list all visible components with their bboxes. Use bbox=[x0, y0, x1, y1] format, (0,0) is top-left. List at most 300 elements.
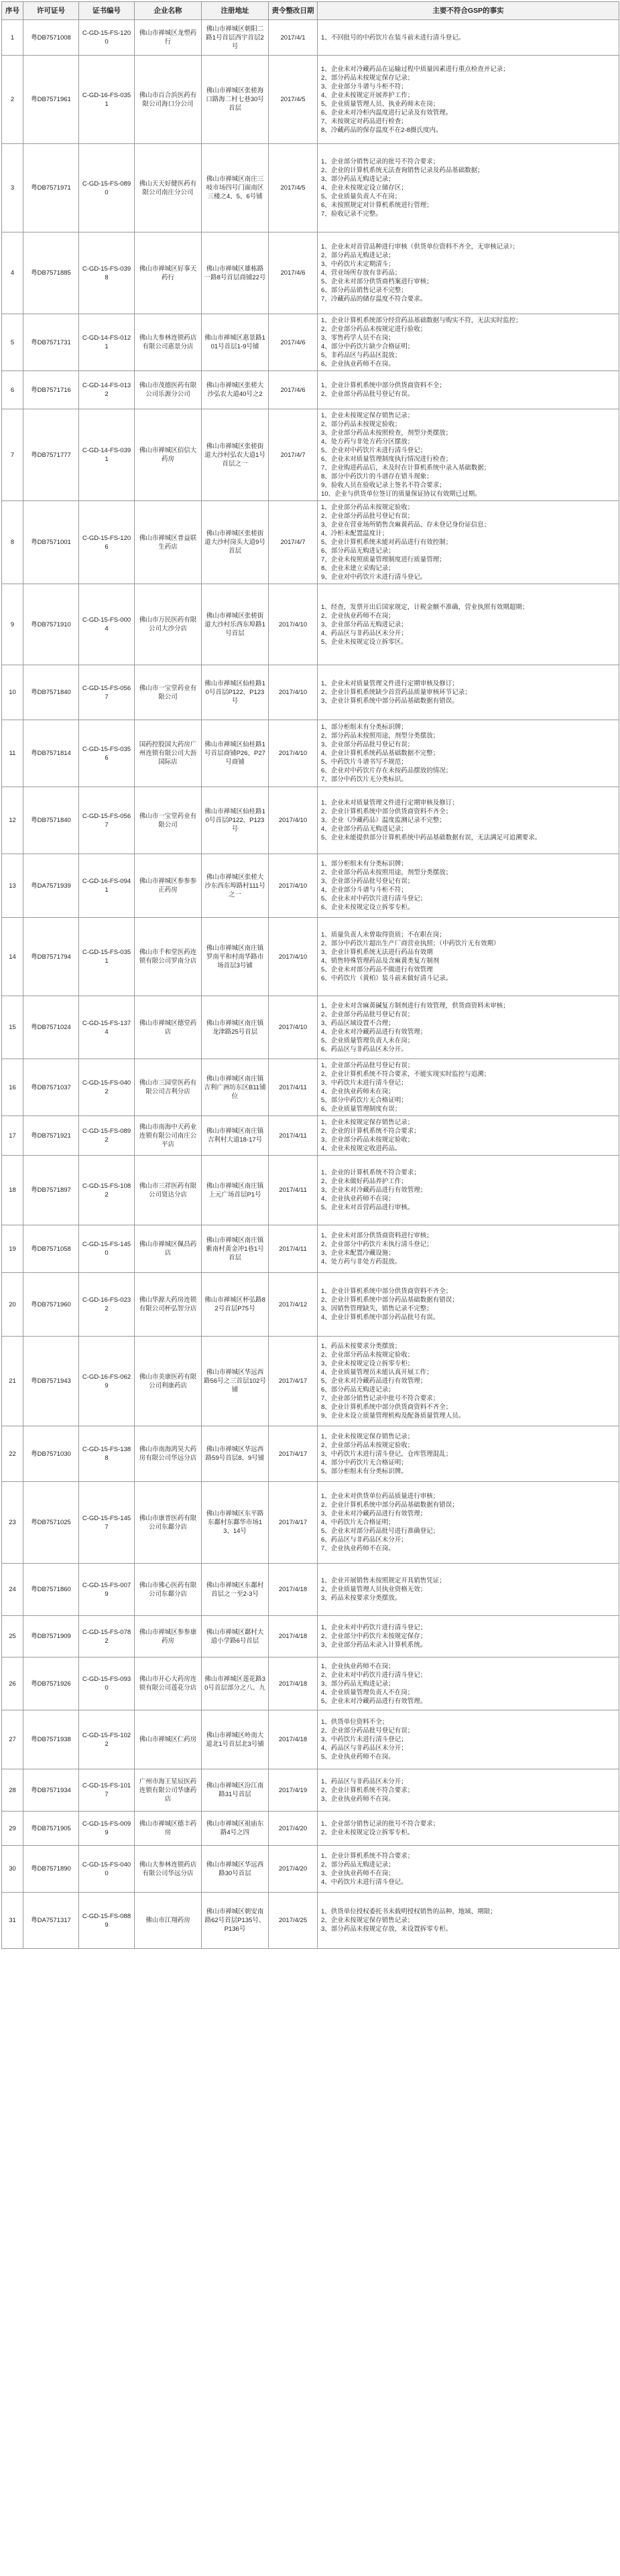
fact-line: 5、非药品区与药品区混放； bbox=[321, 352, 401, 359]
fact-line: 3、企业计算机系统无法进行药品有效期 bbox=[321, 949, 433, 956]
cell-no: 28 bbox=[2, 1769, 23, 1812]
fact-line: 5、企业未能提供部分计算机系统中药品基础数据有误，无法满足可追溯要求。 bbox=[321, 834, 542, 841]
col-header-cert: 证书编号 bbox=[79, 2, 135, 20]
cell-no: 21 bbox=[2, 1337, 23, 1426]
cell-company-name: 佛山市禅城区佩昌药店 bbox=[135, 1225, 202, 1273]
cell-license: 粤DB7571938 bbox=[23, 1710, 79, 1769]
cell-no: 17 bbox=[2, 1116, 23, 1156]
fact-line: 2、企业的计算机系统不符合要求； bbox=[321, 1128, 420, 1135]
fact-line: 3、企业部分斗谱与斗柜不符； bbox=[321, 82, 408, 90]
cell-date: 2017/4/10 bbox=[269, 996, 318, 1059]
table-row bbox=[2, 1893, 619, 1949]
fact-line: 4、企业计算机系统药品基础数据不完整； bbox=[321, 750, 440, 757]
cell-cert: C-GD-15-FS-0400 bbox=[79, 1846, 135, 1893]
fact-line: 7、企业未按照质量管理制度进行质量管理； bbox=[321, 556, 446, 563]
cell-license: 粤DA7571317 bbox=[23, 1893, 79, 1949]
cell-no: 19 bbox=[2, 1225, 23, 1273]
cell-address: 佛山市禅城区南庄镇吉利村大道18-17号 bbox=[202, 1116, 269, 1156]
cell-address: 佛山市禅城区南庄镇上元广场首层P1号 bbox=[202, 1156, 269, 1225]
cell-company-name: 佛山市禅城区参参参正药房 bbox=[135, 854, 202, 918]
cell-company-name: 佛山市禅城区普益联生药店 bbox=[135, 501, 202, 584]
cell-facts bbox=[318, 1482, 619, 1564]
table-row bbox=[2, 1426, 619, 1482]
fact-line: 5、企业未对中药饮片进行清斗登记； bbox=[321, 895, 427, 902]
fact-line: 3、企业部分药品未按照检查，剂型分类摆放； bbox=[321, 429, 452, 437]
table-row bbox=[2, 1616, 619, 1657]
fact-line: 4、企业未对冷藏药品进行有效管理； bbox=[321, 1028, 427, 1036]
cell-company-name: 佛山大参林连锁药店有限公司惠景分店 bbox=[135, 314, 202, 371]
cell-cert: C-GD-15-FS-0351 bbox=[79, 918, 135, 996]
cell-address: 佛山市禅城区华远西路56号之三首层102号铺 bbox=[202, 1337, 269, 1426]
cell-license: 粤DB7571921 bbox=[23, 1116, 79, 1156]
cell-address: 佛山市禅城区仙桂路1号首层商铺P26、P27号商铺 bbox=[202, 720, 269, 787]
cell-no: 12 bbox=[2, 787, 23, 854]
cell-facts bbox=[318, 665, 619, 720]
fact-line: 5、企业未对部分药品不做进行有效管理 bbox=[321, 966, 433, 973]
fact-line: 4、营业场所存放有非药品； bbox=[321, 269, 401, 277]
table-row bbox=[2, 501, 619, 584]
cell-license: 粤DB7571058 bbox=[23, 1225, 79, 1273]
cell-company-name: 佛山市一宝堂药业有限公司 bbox=[135, 787, 202, 854]
cell-facts bbox=[318, 501, 619, 584]
header-row bbox=[2, 2, 619, 20]
fact-line: 6、中药饮片（黄柏）装斗前未做好清斗记录。 bbox=[321, 975, 452, 982]
fact-line: 2、企业未做好药品养护工作； bbox=[321, 1178, 408, 1185]
cell-address: 佛山市禅城区南庄镇吉利广洲坊东区B11铺位 bbox=[202, 1059, 269, 1116]
cell-company-name: 佛山市禅城区德丰药房 bbox=[135, 1812, 202, 1846]
cell-no: 22 bbox=[2, 1426, 23, 1482]
cell-facts bbox=[318, 787, 619, 854]
table-body bbox=[2, 20, 619, 1949]
cell-facts bbox=[318, 1893, 619, 1949]
fact-line: 4、企业未按规定设立储存区； bbox=[321, 184, 408, 192]
cell-company-name: 佛山市三园堂医药有限公司吉利分店 bbox=[135, 1059, 202, 1116]
cell-company-name: 佛山市开心大药房连锁有限公司莲花分店 bbox=[135, 1657, 202, 1710]
fact-line: 4、企业未按规定开展养护工作； bbox=[321, 91, 414, 99]
cell-facts bbox=[318, 584, 619, 665]
fact-line: 1、企业的计算机系统不符合要求； bbox=[321, 1169, 420, 1176]
cell-company-name: 佛山市禅城区龙塑药行 bbox=[135, 20, 202, 56]
fact-line: 3、因销售管理缺失，销售记录不完整； bbox=[321, 1305, 433, 1312]
cell-date: 2017/4/5 bbox=[269, 144, 318, 232]
fact-line: 1、部分柜组未有分类标识牌； bbox=[321, 724, 408, 731]
cell-license: 粤DB7571910 bbox=[23, 584, 79, 665]
fact-line: 4、处方药与非处方药混放。 bbox=[321, 1258, 401, 1266]
cell-company-name: 佛山大参林连锁药店有限公司华远分店 bbox=[135, 1846, 202, 1893]
table-row bbox=[2, 1846, 619, 1893]
cell-license: 粤DB7571885 bbox=[23, 232, 79, 314]
table-row bbox=[2, 918, 619, 996]
fact-line: 3、企业部分药品未按规定验收； bbox=[321, 1136, 414, 1144]
cell-facts bbox=[318, 1812, 619, 1846]
fact-line: 8、企业计算机系统中部分供货商资料不齐全； bbox=[321, 1404, 452, 1411]
fact-line: 8、部分中药饮片的斗谱存在错斗现象； bbox=[321, 473, 433, 480]
cell-cert: C-GD-15-FS-1022 bbox=[79, 1710, 135, 1769]
fact-line: 1、企业未对首营品种进行审核（供货单位资料不齐全，无审核记录）； bbox=[321, 243, 519, 251]
cell-company-name: 佛山市百合浜医药有限公司海口分公司 bbox=[135, 56, 202, 144]
fact-line: 9、企业未设立质量管理机构及配备质量管理人员。 bbox=[321, 1412, 465, 1420]
cell-address: 佛山市禅城区祖庙东路4号之四 bbox=[202, 1812, 269, 1846]
table-row bbox=[2, 1710, 619, 1769]
fact-line: 2、企业计算机系统中部分药品基础数据有错误； bbox=[321, 1501, 458, 1509]
fact-line: 4、部分中药饮片无合格证明； bbox=[321, 1459, 408, 1467]
fact-line: 4、药品区与非药品区未分开； bbox=[321, 629, 408, 637]
cell-cert: C-GD-15-FS-1374 bbox=[79, 996, 135, 1059]
cell-facts bbox=[318, 1116, 619, 1156]
cell-date: 2017/4/10 bbox=[269, 720, 318, 787]
fact-line: 1、企业未对含麻黄碱复方制剂进行有效管理，供货商资料未审核； bbox=[321, 1002, 509, 1010]
fact-line: 3、中药饮片未定期清斗； bbox=[321, 261, 395, 268]
cell-facts bbox=[318, 1059, 619, 1116]
fact-line: 3、药品区域设置不合理； bbox=[321, 1019, 395, 1027]
cell-no: 5 bbox=[2, 314, 23, 371]
cell-license: 粤DB7571037 bbox=[23, 1059, 79, 1116]
fact-line: 3、企业执业药师不在岗； bbox=[321, 1869, 395, 1877]
fact-line: 1、企业部分药品批号登记有误； bbox=[321, 1062, 414, 1069]
cell-license: 粤DB7571030 bbox=[23, 1426, 79, 1482]
fact-line: 2、企业部分药品批号登记有误； bbox=[321, 1727, 414, 1735]
cell-cert: C-GD-16-FS-0629 bbox=[79, 1337, 135, 1426]
fact-line: 1、企业未对冷藏药品在运输过程中质量因素进行重点检查并记录； bbox=[321, 65, 509, 73]
fact-line: 3、企业（冷藏药品）温度监测记录不完整； bbox=[321, 817, 446, 824]
fact-line: 5、企业未对部分药品批号进行准确登记； bbox=[321, 1528, 440, 1535]
cell-address: 佛山市禅城区岭南大道北1号首层北3号铺 bbox=[202, 1710, 269, 1769]
fact-line: 5、企业未对部分供货商档案进行审核； bbox=[321, 278, 433, 285]
cell-facts bbox=[318, 918, 619, 996]
cell-date: 2017/4/17 bbox=[269, 1482, 318, 1564]
fact-line: 1、质量负责人未曾取得资质；不在职在岗； bbox=[321, 931, 446, 939]
cell-address: 佛山市禅城区华远西路59号首层8、9号铺 bbox=[202, 1426, 269, 1482]
cell-cert: C-GD-16-FS-0351 bbox=[79, 56, 135, 144]
fact-line: 6、药品区与非药品区未分开； bbox=[321, 1536, 408, 1544]
fact-line: 1、供货单位资料不全； bbox=[321, 1718, 389, 1726]
table-row bbox=[2, 996, 619, 1059]
fact-line: 2、企业部分中药饮片未按规定保存； bbox=[321, 1633, 427, 1640]
table-row bbox=[2, 1116, 619, 1156]
fact-line: 5、企业对中药饮片未进行清斗登记； bbox=[321, 447, 427, 454]
cell-license: 粤DA7571939 bbox=[23, 854, 79, 918]
fact-line: 4、企业执业药师不在岗； bbox=[321, 1195, 395, 1203]
fact-line: 3、企业部分药品批号登记有误； bbox=[321, 878, 414, 885]
cell-no: 10 bbox=[2, 665, 23, 720]
fact-line: 5、企业执业药师不在岗。 bbox=[321, 1753, 395, 1761]
cell-facts bbox=[318, 1225, 619, 1273]
cell-company-name: 佛山市禅城区德堂药店 bbox=[135, 996, 202, 1059]
fact-line: 7、企业部分销售记录中批号不符合要求； bbox=[321, 1395, 440, 1402]
fact-line: 1、企业计算机系统中部分供货商资料不齐全； bbox=[321, 1288, 452, 1295]
cell-cert: C-GD-15-FS-0892 bbox=[79, 1116, 135, 1156]
cell-license: 粤DB7571971 bbox=[23, 144, 79, 232]
fact-line: 2、企业计算机系统缺少首营药品质量审核环节记录； bbox=[321, 689, 471, 696]
fact-line: 6、部分药品无购进记录； bbox=[321, 1386, 395, 1394]
cell-license: 粤DB7571794 bbox=[23, 918, 79, 996]
fact-line: 2、企业部分中药饮片未执行清斗登记； bbox=[321, 1241, 433, 1248]
cell-date: 2017/4/7 bbox=[269, 501, 318, 584]
cell-facts bbox=[318, 720, 619, 787]
cell-cert: C-GD-15-FS-0890 bbox=[79, 144, 135, 232]
fact-line: 1、药品区与非药品区未分开； bbox=[321, 1777, 408, 1785]
cell-license: 粤DB7571934 bbox=[23, 1769, 79, 1812]
cell-company-name: 佛山华源大药房连锁有限公司杯弘智分店 bbox=[135, 1273, 202, 1337]
table-row bbox=[2, 409, 619, 501]
table-row bbox=[2, 1156, 619, 1225]
fact-line: 3、企业未对冷藏药品进行有效管理； bbox=[321, 1187, 427, 1194]
fact-line: 1、经查，发票开出后国家规定，计税金额不准确，营业执照有效期超期； bbox=[321, 603, 529, 611]
cell-license: 粤DB7571897 bbox=[23, 1156, 79, 1225]
fact-line: 3、药品未按要求分类摆放。 bbox=[321, 1595, 401, 1602]
cell-date: 2017/4/7 bbox=[269, 409, 318, 501]
cell-license: 粤DB7571909 bbox=[23, 1616, 79, 1657]
fact-line: 2、部分药品无购进记录； bbox=[321, 252, 395, 259]
fact-line: 4、企业质量管理员未能认真开展工作； bbox=[321, 1369, 433, 1376]
fact-line: 8、企业未建立采购记录； bbox=[321, 565, 395, 572]
cell-address: 佛山市禅城区朝安南路62号首层P135号、P136号 bbox=[202, 1893, 269, 1949]
fact-line: 3、企业执业药师不在岗。 bbox=[321, 1795, 395, 1803]
cell-address: 佛山市禅城区仙桂路10号首层P122、P123号 bbox=[202, 787, 269, 854]
fact-line: 4、中药饮片无合格证明； bbox=[321, 1519, 395, 1526]
cell-address: 佛山市禅城区南庄镇紫南村黄金冲1巷1号首层 bbox=[202, 1225, 269, 1273]
fact-line: 2、企业计算机系统中部分药品基础数据有错误； bbox=[321, 1296, 458, 1304]
fact-line: 5、部分中药饮片无合格证明； bbox=[321, 1097, 408, 1104]
table-row bbox=[2, 232, 619, 314]
cell-facts bbox=[318, 1426, 619, 1482]
table-row bbox=[2, 20, 619, 56]
cell-cert: C-GD-14-FS-0132 bbox=[79, 371, 135, 409]
cell-address: 佛山市禅城区张槎街道大沙村乐西东埠路1号首层 bbox=[202, 584, 269, 665]
fact-line: 1、部分柜组未有分类标识牌； bbox=[321, 860, 408, 868]
cell-cert: C-GD-15-FS-0099 bbox=[79, 1812, 135, 1846]
cell-no: 26 bbox=[2, 1657, 23, 1710]
fact-line: 2、企业部分药品未按照用途，剂型分类摆放； bbox=[321, 869, 452, 876]
fact-line: 1、企业未对供货单位药品质量进行审核； bbox=[321, 1493, 440, 1500]
fact-line: 2、部分中药饮片超出生产厂商营业执照；（中药饮片无有效期） bbox=[321, 940, 500, 947]
cell-company-name: 佛山市江翔药房 bbox=[135, 1893, 202, 1949]
table-row bbox=[2, 1059, 619, 1116]
cell-company-name: 国药控股国大药房广州连锁有限公司大沥国际店 bbox=[135, 720, 202, 787]
cell-date: 2017/4/11 bbox=[269, 1059, 318, 1116]
fact-line: 5、企业质量负责人不在岗； bbox=[321, 193, 401, 200]
cell-cert: C-GD-15-FS-0402 bbox=[79, 1059, 135, 1116]
table-row bbox=[2, 314, 619, 371]
cell-license: 粤DB7571960 bbox=[23, 1273, 79, 1337]
cell-date: 2017/4/10 bbox=[269, 854, 318, 918]
cell-date: 2017/4/17 bbox=[269, 1337, 318, 1426]
fact-line: 1、企业未对质量管理文件进行定期审核及修订； bbox=[321, 680, 458, 687]
cell-date: 2017/4/5 bbox=[269, 56, 318, 144]
fact-line: 4、销售特殊管理药品及含麻黄类复方制剂 bbox=[321, 957, 440, 965]
fact-line: 5、中药饮片斗谱书写不规范； bbox=[321, 758, 408, 766]
cell-date: 2017/4/1 bbox=[269, 20, 318, 56]
fact-line: 1、企业计算机系统不符合要求； bbox=[321, 1852, 414, 1860]
table-row bbox=[2, 787, 619, 854]
cell-no: 6 bbox=[2, 371, 23, 409]
cell-facts bbox=[318, 314, 619, 371]
fact-line: 2、企业未对中药饮片进行清斗登记； bbox=[321, 1671, 427, 1679]
fact-line: 6、企业执业药师不在岗。 bbox=[321, 360, 395, 368]
fact-line: 5、企业未按规定设立拆零区。 bbox=[321, 638, 408, 646]
cell-company-name: 佛山市南海鸿昊大药房有限公司华远分店 bbox=[135, 1426, 202, 1482]
cell-date: 2017/4/20 bbox=[269, 1846, 318, 1893]
table-row bbox=[2, 56, 619, 144]
fact-line: 3、部分药品无购进记录； bbox=[321, 1680, 395, 1688]
col-header-facts: 主要不符合GSP的事实 bbox=[318, 2, 619, 20]
table-row bbox=[2, 584, 619, 665]
cell-no: 3 bbox=[2, 144, 23, 232]
table-row bbox=[2, 1225, 619, 1273]
cell-cert: C-GD-15-FS-0889 bbox=[79, 1893, 135, 1949]
table-row bbox=[2, 1769, 619, 1812]
cell-company-name: 佛山市一宝堂药业有限公司 bbox=[135, 665, 202, 720]
cell-date: 2017/4/20 bbox=[269, 1812, 318, 1846]
cell-no: 4 bbox=[2, 232, 23, 314]
cell-address: 佛山市禅城区杯弘路82号首层P75号 bbox=[202, 1273, 269, 1337]
fact-line: 1、企业开展销售未按照规定开具销售凭证； bbox=[321, 1577, 446, 1584]
fact-line: 6、企业对中药饮片存在未按药品摆放的情况； bbox=[321, 767, 452, 774]
cell-address: 佛山市禅城区张槎大沙弘农大道40号之2 bbox=[202, 371, 269, 409]
cell-license: 粤DB7571961 bbox=[23, 56, 79, 144]
fact-line: 2、企业执业药师不在岗； bbox=[321, 612, 395, 620]
cell-no: 15 bbox=[2, 996, 23, 1059]
cell-cert: C-GD-14-FS-0391 bbox=[79, 409, 135, 501]
fact-line: 1、企业计算机系统中部分供货商资料不全； bbox=[321, 382, 446, 389]
cell-no: 24 bbox=[2, 1564, 23, 1616]
cell-date: 2017/4/6 bbox=[269, 232, 318, 314]
cell-facts bbox=[318, 1616, 619, 1657]
fact-line: 5、企业未对冷藏药品进行有效管理； bbox=[321, 1377, 427, 1385]
cell-facts bbox=[318, 1846, 619, 1893]
cell-facts bbox=[318, 1337, 619, 1426]
cell-cert: C-GD-15-FS-0356 bbox=[79, 720, 135, 787]
cell-date: 2017/4/25 bbox=[269, 1893, 318, 1949]
col-header-name: 企业名称 bbox=[135, 2, 202, 20]
cell-company-name: 佛山市千和堂医药连锁有限公司罗南分店 bbox=[135, 918, 202, 996]
fact-line: 3、企业计算机系统中部分药品基础数据有错误。 bbox=[321, 697, 458, 705]
cell-cert: C-GD-15-FS-1017 bbox=[79, 1769, 135, 1812]
fact-line: 3、企业部分药品无购进记录； bbox=[321, 620, 408, 628]
fact-line: 2、企业部分药品未按规定验收； bbox=[321, 1351, 414, 1359]
cell-cert: C-GD-15-FS-1206 bbox=[79, 501, 135, 584]
fact-line: 4、药品区与非药品区未分开； bbox=[321, 1745, 408, 1752]
fact-line: 5、企业未对首营药品进行审核。 bbox=[321, 1204, 414, 1211]
cell-facts bbox=[318, 20, 619, 56]
fact-line: 2、企业未按规定设立拆零专柜。 bbox=[321, 1829, 414, 1836]
fact-line: 1、供货单位授权委托书未载明授权销售的品种、地域、期限； bbox=[321, 1908, 497, 1915]
fact-line: 3、部分药品未按规定存放，未设置拆零专柜。 bbox=[321, 1925, 452, 1933]
cell-license: 粤DB7571008 bbox=[23, 20, 79, 56]
gsp-violation-table bbox=[1, 1, 619, 1949]
fact-line: 4、中药饮片未进行清斗登记。 bbox=[321, 1878, 408, 1886]
cell-facts bbox=[318, 1564, 619, 1616]
fact-line: 5、部分柜组未有分类标识牌。 bbox=[321, 1467, 408, 1475]
fact-line: 5、企业质量管理人员、执业药师未在岗； bbox=[321, 100, 440, 108]
cell-company-name: 佛山市禅城区佰信大药房 bbox=[135, 409, 202, 501]
cell-address: 佛山市禅城区张槎海口路海二村七巷30号首层 bbox=[202, 56, 269, 144]
fact-line: 4、企业部分斗谱与斗柜不符； bbox=[321, 886, 408, 894]
cell-date: 2017/4/18 bbox=[269, 1616, 318, 1657]
col-header-address: 注册地址 bbox=[202, 2, 269, 20]
cell-no: 8 bbox=[2, 501, 23, 584]
fact-line: 1、不回批号的中药饮片在装斗前未进行清斗登记。 bbox=[321, 33, 465, 42]
cell-date: 2017/4/10 bbox=[269, 584, 318, 665]
col-header-license: 许可证号 bbox=[23, 2, 79, 20]
cell-license: 粤DB7571001 bbox=[23, 501, 79, 584]
table-row bbox=[2, 1657, 619, 1710]
cell-license: 粤DB7571814 bbox=[23, 720, 79, 787]
cell-license: 粤DB7571905 bbox=[23, 1812, 79, 1846]
cell-facts bbox=[318, 1769, 619, 1812]
cell-date: 2017/4/10 bbox=[269, 787, 318, 854]
cell-license: 粤DB7571025 bbox=[23, 1482, 79, 1564]
cell-no: 27 bbox=[2, 1710, 23, 1769]
fact-line: 3、部分药品无购进记录； bbox=[321, 176, 395, 183]
cell-date: 2017/4/18 bbox=[269, 1657, 318, 1710]
cell-no: 18 bbox=[2, 1156, 23, 1225]
cell-company-name: 佛山市康普医药有限公司东鄱分店 bbox=[135, 1482, 202, 1564]
fact-line: 1、药品未按要求分类摆放； bbox=[321, 1343, 401, 1350]
fact-line: 6、企业未按规定设立拆零专柜。 bbox=[321, 904, 414, 911]
cell-cert: C-GD-15-FS-0782 bbox=[79, 1616, 135, 1657]
fact-line: 6、企业质量管理制度有误； bbox=[321, 1105, 401, 1113]
table-row bbox=[2, 1337, 619, 1426]
cell-cert: C-GD-15-FS-1457 bbox=[79, 1482, 135, 1564]
cell-no: 9 bbox=[2, 584, 23, 665]
fact-line: 1、企业执业药师不在岗； bbox=[321, 1662, 395, 1670]
cell-company-name: 佛山市禅城区仁药房 bbox=[135, 1710, 202, 1769]
fact-line: 5、企业质量管理负责人未在岗； bbox=[321, 1036, 414, 1044]
fact-line: 1、企业计算机系统部分经营药品基础数据与购实不符，无法实时监控； bbox=[321, 317, 522, 324]
fact-line: 4、处方药与非处方药分区摆放； bbox=[321, 438, 414, 446]
fact-line: 7、验收记录不完整。 bbox=[321, 210, 382, 218]
cell-address: 佛山市禅城区华远西路30号首层 bbox=[202, 1846, 269, 1893]
cell-date: 2017/4/10 bbox=[269, 665, 318, 720]
table-row bbox=[2, 720, 619, 787]
cell-no: 25 bbox=[2, 1616, 23, 1657]
cell-no: 20 bbox=[2, 1273, 23, 1337]
cell-license: 粤DB7571943 bbox=[23, 1337, 79, 1426]
cell-facts bbox=[318, 409, 619, 501]
fact-line: 1、企业未按规定保存销售记录； bbox=[321, 1119, 414, 1126]
table-row bbox=[2, 1273, 619, 1337]
fact-line: 9、验收人员在验收记录上签名不符合要求； bbox=[321, 482, 446, 489]
cell-cert: C-GD-15-FS-0567 bbox=[79, 787, 135, 854]
fact-line: 2、部分药品未按照用途，剂型分类摆放； bbox=[321, 732, 440, 740]
fact-line: 5、企业计算机系统未能对药品进行有效控制； bbox=[321, 539, 452, 546]
cell-company-name: 佛山市佛心医药有限公司东鄱分店 bbox=[135, 1564, 202, 1616]
fact-line: 3、中药饮片未进行清斗登记； bbox=[321, 1736, 408, 1743]
fact-line: 3、企业部分药品未录入计算机系统。 bbox=[321, 1641, 427, 1649]
cell-license: 粤DB7571926 bbox=[23, 1657, 79, 1710]
fact-line: 3、企业部分药品批号登记有误； bbox=[321, 741, 414, 748]
fact-line: 2、企业部分药品批号登记有误； bbox=[321, 1010, 414, 1018]
cell-no: 14 bbox=[2, 918, 23, 996]
fact-line: 2、企业的计算机系统无法查询销售记录及药品基础数据； bbox=[321, 167, 484, 174]
cell-no: 13 bbox=[2, 854, 23, 918]
cell-no: 7 bbox=[2, 409, 23, 501]
cell-address: 佛山市禅城区东鄱村首层之一至2-3号 bbox=[202, 1564, 269, 1616]
cell-date: 2017/4/11 bbox=[269, 1156, 318, 1225]
cell-date: 2017/4/6 bbox=[269, 314, 318, 371]
cell-cert: C-GD-15-FS-0004 bbox=[79, 584, 135, 665]
cell-address: 佛山市禅城区惠景路101号首层1-9号铺 bbox=[202, 314, 269, 371]
cell-no: 11 bbox=[2, 720, 23, 787]
fact-line: 3、企业未配置冷藏设施； bbox=[321, 1249, 395, 1257]
cell-facts bbox=[318, 232, 619, 314]
cell-date: 2017/4/17 bbox=[269, 1426, 318, 1482]
table-row bbox=[2, 1812, 619, 1846]
fact-line: 1、企业未对中药饮片进行清斗登记； bbox=[321, 1624, 427, 1631]
cell-date: 2017/4/12 bbox=[269, 1273, 318, 1337]
cell-license: 粤DB7571840 bbox=[23, 787, 79, 854]
